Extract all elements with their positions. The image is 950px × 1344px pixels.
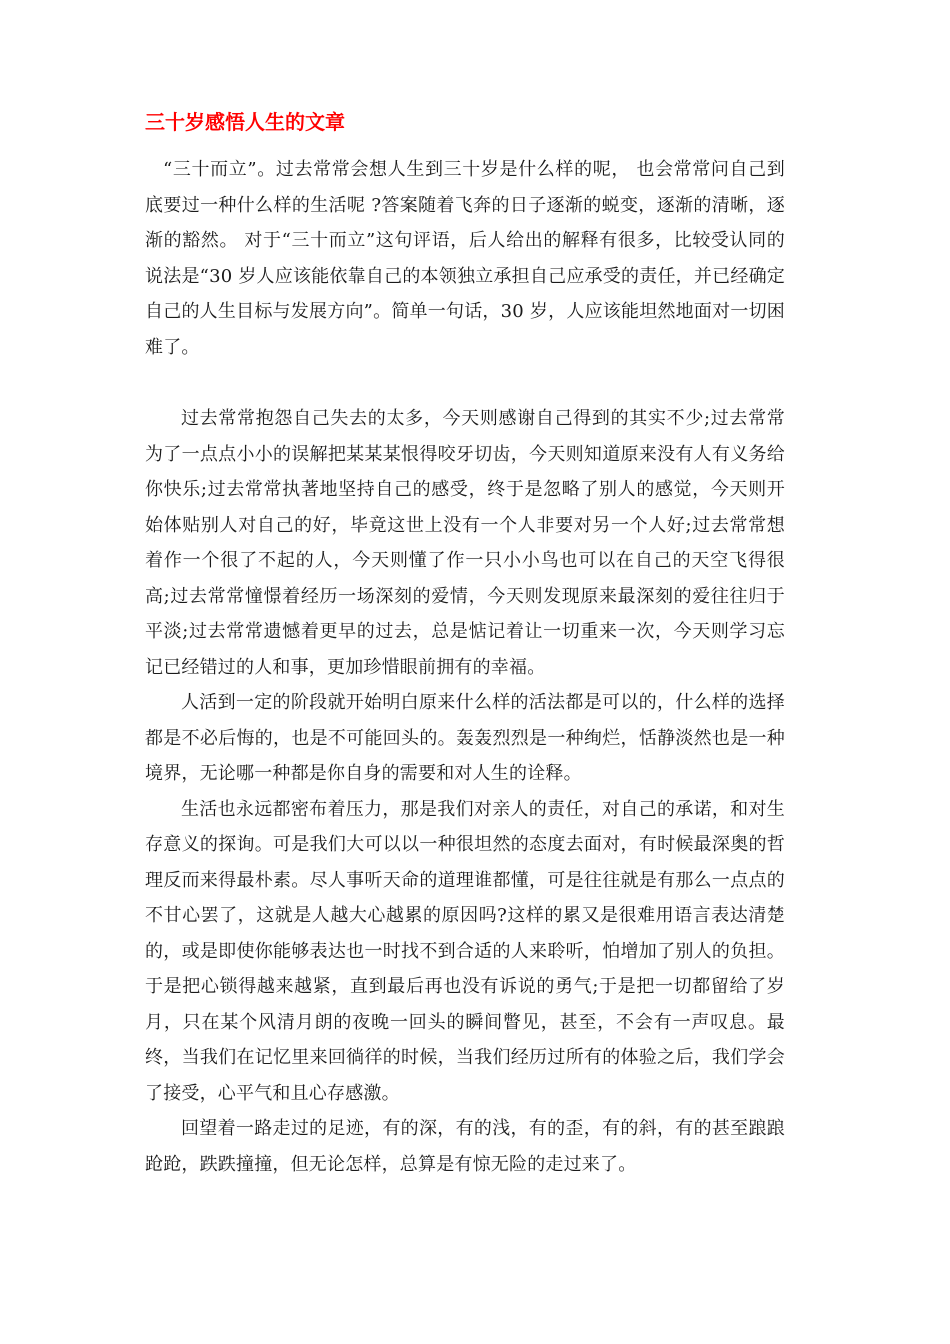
paragraph-1: “三十而立”。过去常常会想人生到三十岁是什么样的呢， 也会常常问自己到底要过一种什么样的生活呢 ?答案随着飞奔的日子逐渐的蜕变，逐渐的清晰，逐渐的豁然。 对于“三十而立”这句评语，后人给出的解释有很多，比较受认同的说法是“30 岁人应该能依靠自己的本领独立承担自己应承受的责任，并已经确定自己的人生目标与发展方向”。简单一句话，30 岁，人应该能坦然地面对一切困难了。 <box>145 159 785 358</box>
document-title: 三十岁感悟人生的文章 <box>145 110 345 134</box>
paragraph-3: 人活到一定的阶段就开始明白原来什么样的活法都是可以的，什么样的选择都是不必后悔的，也是不可能回头的。轰轰烈烈是一种绚烂，恬静淡然也是一种境界，无论哪一种都是你自身的需要和对人生的诠释。 <box>145 692 785 784</box>
document-body <box>145 152 785 1182</box>
paragraph-gap <box>145 365 785 401</box>
paragraph-2: 过去常常抱怨自己失去的太多，今天则感谢自己得到的其实不少;过去常常为了一点点小小的误解把某某某恨得咬牙切齿，今天则知道原来没有人有义务给你快乐;过去常常执著地坚持自己的感受，终于是忽略了别人的感觉，今天则开始体贴别人对自己的好，毕竟这世上没有一个人非要对另一个人好;过去常常想着作一个很了不起的人，今天则懂了作一只小小鸟也可以在自己的天空飞得很高;过去常常憧憬着经历一场深刻的爱情，今天则发现原来最深刻的爱往往归于平淡;过去常常遗憾着更早的过去，总是惦记着让一切重来一次，今天则学习忘记已经错过的人和事，更加珍惜眼前拥有的幸福。 <box>145 408 785 678</box>
paragraph-4: 生活也永远都密布着压力，那是我们对亲人的责任，对自己的承诺，和对生存意义的探询。可是我们大可以以一种很坦然的态度去面对，有时候最深奥的哲理反而来得最朴素。尽人事听天命的道理谁都懂，可是往往就是有那么一点点的不甘心罢了，这就是人越大心越累的原因吗?这样的累又是很难用语言表达清楚的，或是即使你能够表达也一时找不到合适的人来聆听，怕增加了别人的负担。于是把心锁得越来越紧，直到最后再也没有诉说的勇气;于是把一切都留给了岁月，只在某个风清月朗的夜晚一回头的瞬间瞥见，甚至，不会有一声叹息。最终，当我们在记忆里来回徜徉的时候，当我们经历过所有的体验之后，我们学会了接受，心平气和且心存感激。 <box>145 798 785 1104</box>
paragraph-5: 回望着一路走过的足迹，有的深，有的浅，有的歪，有的斜，有的甚至踉踉跄跄，跌跌撞撞，但无论怎样，总算是有惊无险的走过来了。 <box>145 1118 785 1175</box>
